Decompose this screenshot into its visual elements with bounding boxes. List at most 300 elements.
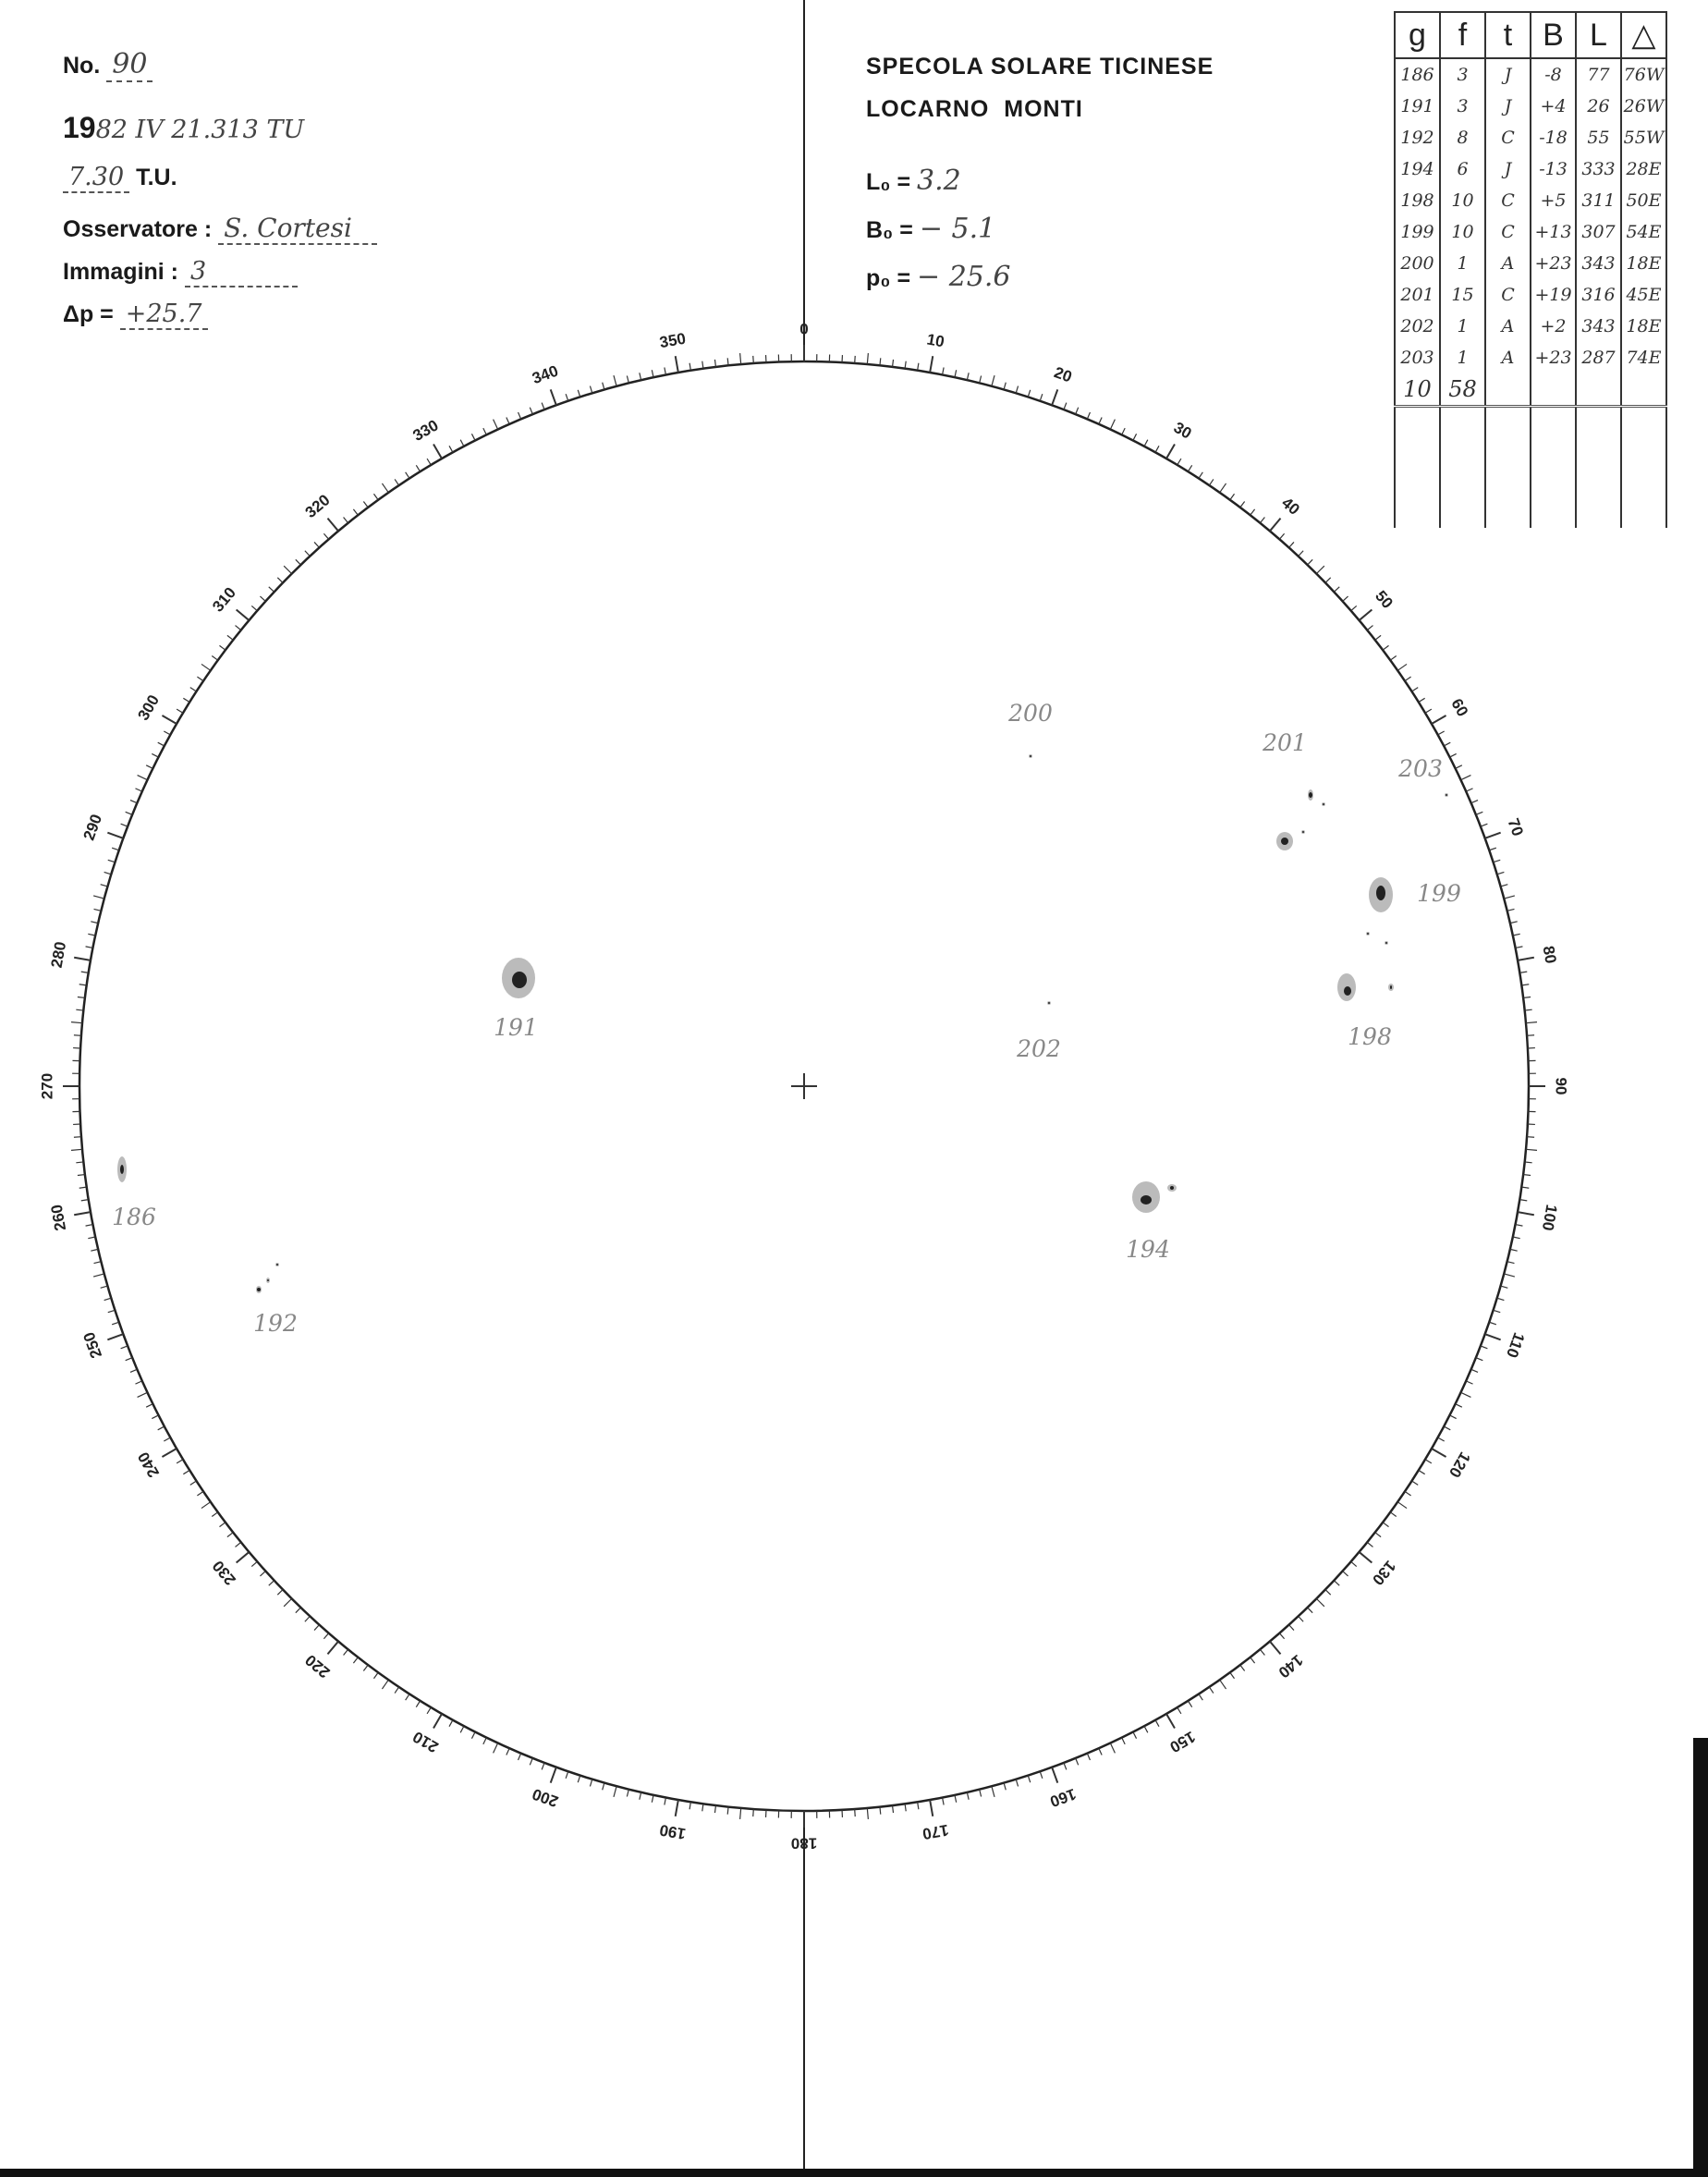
scan-edge-bottom bbox=[0, 2169, 1708, 2177]
degree-tick bbox=[483, 1738, 487, 1744]
degree-tick bbox=[1064, 1763, 1067, 1769]
degree-tick bbox=[590, 1780, 592, 1787]
group-label-192: 192 bbox=[253, 1310, 298, 1337]
degree-tick bbox=[112, 848, 119, 850]
degree-tick bbox=[980, 376, 982, 384]
degree-tick bbox=[353, 1657, 358, 1663]
degree-tick bbox=[880, 358, 881, 365]
degree-tick bbox=[1177, 1707, 1181, 1714]
degree-tick bbox=[1456, 1404, 1462, 1408]
degree-tick bbox=[1476, 812, 1482, 814]
spot-umbra bbox=[276, 1264, 278, 1266]
cell-spots: 1 bbox=[1440, 342, 1485, 373]
degree-tick bbox=[91, 1249, 98, 1251]
degree-tick bbox=[1016, 1780, 1018, 1787]
images-label: Immagini : bbox=[63, 259, 179, 285]
degree-tick bbox=[1375, 635, 1381, 640]
time-value: 7.30 bbox=[63, 163, 129, 193]
cell-longitude: 287 bbox=[1576, 342, 1621, 373]
degree-tick bbox=[296, 559, 301, 565]
degree-tick bbox=[1461, 776, 1471, 780]
tick-label: 80 bbox=[1539, 944, 1560, 965]
degree-tick bbox=[1004, 1783, 1006, 1791]
cell-spots: 3 bbox=[1440, 58, 1485, 91]
cell-latitude: +23 bbox=[1531, 248, 1576, 279]
cell-longitude: 26 bbox=[1576, 91, 1621, 122]
degree-tick bbox=[1456, 765, 1462, 769]
degree-tick bbox=[327, 1642, 338, 1655]
degree-tick bbox=[676, 1800, 678, 1816]
degree-tick bbox=[1390, 655, 1396, 660]
degree-tick bbox=[867, 1808, 868, 1819]
cell-longitude: 316 bbox=[1576, 279, 1621, 311]
degree-tick bbox=[1485, 1334, 1501, 1339]
cell-longitude: 343 bbox=[1576, 311, 1621, 342]
degree-tick bbox=[1504, 1274, 1515, 1277]
degree-tick bbox=[855, 356, 856, 363]
cell-latitude: +19 bbox=[1531, 279, 1576, 311]
degree-tick bbox=[1064, 403, 1067, 410]
degree-tick bbox=[1485, 833, 1501, 838]
degree-tick bbox=[323, 533, 328, 539]
degree-tick bbox=[905, 1804, 906, 1811]
degree-tick bbox=[236, 626, 241, 630]
degree-tick bbox=[71, 1022, 82, 1023]
tick-label: 110 bbox=[1503, 1329, 1529, 1361]
degree-tick bbox=[1450, 753, 1457, 757]
degree-tick bbox=[1510, 1249, 1518, 1251]
degree-tick bbox=[1052, 1767, 1057, 1783]
degree-tick bbox=[1497, 872, 1505, 874]
cell-spots: 3 bbox=[1440, 91, 1485, 122]
tick-label: 220 bbox=[301, 1651, 334, 1682]
tick-label: 310 bbox=[209, 583, 239, 616]
degree-tick bbox=[702, 1804, 703, 1811]
degree-tick bbox=[1209, 479, 1213, 485]
cell-type: J bbox=[1485, 58, 1531, 91]
cell-longitude: 77 bbox=[1576, 58, 1621, 91]
degree-tick bbox=[1122, 428, 1126, 434]
cell-delta: 18E bbox=[1621, 311, 1666, 342]
degree-tick bbox=[1360, 1552, 1372, 1563]
degree-tick bbox=[427, 459, 431, 465]
delta-p-label: Δp = bbox=[63, 301, 114, 327]
degree-tick bbox=[305, 551, 310, 556]
cell-longitude: 307 bbox=[1576, 216, 1621, 248]
spot-umbra bbox=[1048, 1002, 1050, 1004]
degree-tick bbox=[78, 1175, 85, 1176]
spot-202 bbox=[1047, 1001, 1051, 1005]
spot-192b bbox=[266, 1278, 270, 1283]
degree-tick bbox=[1325, 578, 1331, 583]
degree-tick bbox=[152, 1415, 158, 1419]
degree-tick bbox=[1144, 1726, 1148, 1732]
degree-tick bbox=[918, 363, 919, 371]
spot-201d bbox=[1301, 830, 1305, 834]
degree-tick bbox=[1504, 896, 1515, 899]
spot-umbra bbox=[257, 1288, 261, 1291]
degree-tick bbox=[578, 1776, 580, 1783]
degree-tick bbox=[108, 860, 116, 862]
degree-tick bbox=[1466, 1381, 1472, 1384]
degree-tick bbox=[1279, 1633, 1284, 1639]
degree-tick bbox=[1375, 1533, 1381, 1537]
spot-198a bbox=[1337, 973, 1356, 1001]
degree-tick bbox=[277, 1590, 283, 1596]
header-delta: △ bbox=[1621, 12, 1666, 58]
tick-label: 130 bbox=[1369, 1557, 1399, 1589]
degree-tick bbox=[1513, 1237, 1520, 1239]
cell-spots: 6 bbox=[1440, 153, 1485, 185]
sunspot-group-labels bbox=[112, 700, 1461, 1337]
degree-tick bbox=[1390, 1512, 1396, 1517]
header-l: L bbox=[1576, 12, 1621, 58]
spot-199c bbox=[1385, 941, 1388, 945]
degree-tick bbox=[158, 1426, 165, 1430]
degree-tick bbox=[373, 1672, 378, 1678]
degree-tick bbox=[1466, 789, 1472, 791]
degree-tick bbox=[1240, 1665, 1245, 1670]
degree-tick bbox=[296, 1608, 301, 1613]
degree-tick bbox=[1519, 1200, 1527, 1201]
cell-longitude: 343 bbox=[1576, 248, 1621, 279]
degree-tick bbox=[1028, 390, 1030, 397]
degree-tick bbox=[676, 356, 678, 373]
degree-tick bbox=[177, 709, 183, 713]
degree-tick bbox=[227, 1533, 233, 1537]
degree-tick bbox=[1351, 1561, 1357, 1566]
degree-tick bbox=[1220, 483, 1226, 493]
degree-tick bbox=[164, 731, 170, 735]
scan-edge-right bbox=[1693, 1738, 1708, 2172]
degree-tick bbox=[1383, 645, 1388, 650]
degree-tick bbox=[135, 789, 141, 791]
l0-label: L₀ = bbox=[866, 169, 911, 195]
degree-tick bbox=[260, 1572, 265, 1576]
degree-tick bbox=[1209, 1687, 1213, 1694]
degree-tick bbox=[1334, 1581, 1339, 1585]
degree-tick bbox=[1525, 1162, 1532, 1163]
degree-tick bbox=[1110, 1743, 1115, 1754]
degree-tick bbox=[1432, 1449, 1446, 1457]
degree-tick bbox=[727, 1807, 728, 1815]
degree-tick bbox=[237, 1552, 250, 1563]
degree-tick bbox=[212, 1512, 217, 1517]
degree-tick bbox=[121, 1346, 128, 1349]
degree-tick bbox=[578, 390, 580, 397]
degree-tick bbox=[603, 1783, 604, 1791]
degree-tick bbox=[237, 609, 250, 620]
b0-value: − 5.1 bbox=[919, 213, 996, 245]
degree-tick bbox=[1343, 1572, 1348, 1576]
spot-200 bbox=[1029, 754, 1032, 758]
degree-tick bbox=[219, 1523, 225, 1527]
degree-tick bbox=[1099, 1748, 1102, 1755]
cell-spots: 10 bbox=[1440, 185, 1485, 216]
tick-label: 250 bbox=[79, 1329, 106, 1361]
degree-tick bbox=[652, 1795, 653, 1803]
degree-tick bbox=[121, 824, 128, 826]
degree-tick bbox=[1510, 922, 1518, 923]
observer-label: Osservatore : bbox=[63, 216, 213, 242]
degree-tick bbox=[94, 909, 102, 911]
degree-tick bbox=[1526, 1022, 1537, 1023]
cell-delta: 55W bbox=[1621, 122, 1666, 153]
degree-tick bbox=[1518, 958, 1534, 960]
tick-label: 160 bbox=[1047, 1784, 1079, 1811]
p0-value: − 25.6 bbox=[917, 261, 1011, 293]
degree-tick bbox=[353, 509, 358, 515]
degree-tick bbox=[905, 361, 906, 369]
degree-tick bbox=[1308, 1608, 1313, 1613]
degree-tick bbox=[138, 776, 148, 780]
degree-tick bbox=[314, 1625, 319, 1631]
degree-tick bbox=[1419, 1470, 1425, 1474]
degree-tick bbox=[74, 1035, 81, 1036]
degree-tick bbox=[1325, 1590, 1331, 1596]
degree-tick bbox=[893, 360, 894, 367]
degree-tick bbox=[1497, 1298, 1505, 1300]
spot-201c bbox=[1322, 802, 1325, 806]
degree-tick bbox=[627, 1790, 628, 1797]
cell-type: A bbox=[1485, 311, 1531, 342]
degree-tick bbox=[1343, 596, 1348, 601]
degree-tick bbox=[740, 1808, 741, 1819]
degree-tick bbox=[992, 375, 994, 386]
cell-delta: 26W bbox=[1621, 91, 1666, 122]
tick-label: 330 bbox=[409, 416, 442, 446]
degree-tick bbox=[494, 420, 498, 430]
degree-tick bbox=[344, 1649, 348, 1655]
tick-label: 100 bbox=[1538, 1203, 1561, 1232]
degree-tick bbox=[219, 645, 225, 650]
degree-tick bbox=[665, 368, 666, 375]
spot-194 bbox=[1132, 1181, 1160, 1213]
degree-tick bbox=[518, 1754, 521, 1760]
degree-tick bbox=[1513, 934, 1520, 936]
degree-tick bbox=[566, 1771, 568, 1779]
cell-delta: 28E bbox=[1621, 153, 1666, 185]
degree-tick bbox=[1122, 1738, 1126, 1744]
spot-201a bbox=[1276, 832, 1293, 850]
degree-tick bbox=[76, 1162, 83, 1163]
header-b: B bbox=[1531, 12, 1576, 58]
degree-tick bbox=[603, 383, 604, 390]
year-prefix: 19 bbox=[63, 111, 96, 144]
degree-tick bbox=[518, 412, 521, 419]
cell-latitude: -8 bbox=[1531, 58, 1576, 91]
degree-tick bbox=[1507, 1262, 1515, 1264]
degree-tick bbox=[104, 872, 112, 874]
degree-tick bbox=[71, 1149, 82, 1150]
tick-label: 190 bbox=[658, 1820, 688, 1843]
degree-tick bbox=[112, 1322, 119, 1325]
degree-tick bbox=[1518, 1212, 1534, 1215]
degree-tick bbox=[363, 1665, 368, 1670]
degree-tick bbox=[138, 1392, 148, 1397]
degree-tick bbox=[406, 472, 409, 479]
tick-label: 120 bbox=[1445, 1449, 1474, 1481]
degree-tick bbox=[86, 947, 93, 948]
tick-label: 50 bbox=[1372, 587, 1397, 612]
cell-type: J bbox=[1485, 91, 1531, 122]
degree-tick bbox=[590, 386, 592, 394]
degree-tick bbox=[880, 1807, 881, 1815]
cell-group: 192 bbox=[1395, 122, 1440, 153]
degree-tick bbox=[967, 373, 969, 380]
degree-tick bbox=[382, 483, 388, 493]
degree-tick bbox=[1230, 1672, 1235, 1678]
degree-tick bbox=[1155, 1720, 1159, 1727]
degree-tick bbox=[867, 353, 868, 364]
cell-delta: 54E bbox=[1621, 216, 1666, 248]
cell-spots: 15 bbox=[1440, 279, 1485, 311]
degree-tick bbox=[1501, 1286, 1508, 1288]
tick-label: 170 bbox=[921, 1820, 950, 1843]
cell-group: 203 bbox=[1395, 342, 1440, 373]
degree-tick bbox=[506, 417, 509, 423]
degree-tick bbox=[1004, 383, 1006, 390]
tick-label: 70 bbox=[1504, 815, 1527, 839]
degree-tick bbox=[284, 566, 291, 573]
degree-tick bbox=[1461, 1392, 1471, 1397]
degree-tick bbox=[101, 1286, 108, 1288]
cell-group: 199 bbox=[1395, 216, 1440, 248]
cell-group: 202 bbox=[1395, 311, 1440, 342]
degree-tick bbox=[183, 1470, 189, 1474]
degree-tick bbox=[530, 1758, 532, 1765]
degree-tick bbox=[1076, 1758, 1079, 1765]
spot-umbra bbox=[1030, 755, 1031, 757]
tick-label: 60 bbox=[1447, 695, 1472, 720]
degree-tick bbox=[740, 353, 741, 364]
degree-tick bbox=[727, 358, 728, 365]
tick-label: 260 bbox=[47, 1203, 70, 1232]
spot-192a bbox=[256, 1286, 262, 1293]
degree-tick bbox=[1308, 559, 1313, 565]
degree-tick bbox=[1489, 1322, 1496, 1325]
degree-tick bbox=[130, 801, 137, 803]
tick-label: 180 bbox=[790, 1834, 818, 1853]
cell-group: 200 bbox=[1395, 248, 1440, 279]
degree-tick bbox=[1087, 412, 1090, 419]
cell-latitude: +13 bbox=[1531, 216, 1576, 248]
observatory-location: LOCARNO MONTI bbox=[866, 96, 1083, 122]
cell-delta: 45E bbox=[1621, 279, 1666, 311]
p0-label: p₀ = bbox=[866, 265, 911, 291]
degree-tick bbox=[152, 753, 158, 757]
degree-tick bbox=[1444, 742, 1450, 746]
degree-tick bbox=[130, 1369, 137, 1372]
degree-tick bbox=[1425, 709, 1432, 713]
degree-tick bbox=[1316, 1598, 1324, 1606]
degree-tick bbox=[1438, 731, 1445, 735]
tick-label: 210 bbox=[409, 1727, 442, 1756]
degree-tick bbox=[1494, 860, 1501, 862]
group-label-200: 200 bbox=[1008, 700, 1053, 727]
spot-umbra bbox=[1170, 1186, 1174, 1190]
cell-group: 186 bbox=[1395, 58, 1440, 91]
degree-tick bbox=[88, 1237, 95, 1239]
degree-tick bbox=[1099, 417, 1102, 423]
degree-tick bbox=[1199, 472, 1202, 479]
disk-center-cross bbox=[791, 1073, 817, 1099]
cell-type: A bbox=[1485, 248, 1531, 279]
degree-tick bbox=[236, 1542, 241, 1547]
spot-umbra bbox=[1385, 942, 1387, 944]
degree-tick bbox=[992, 1786, 994, 1797]
tick-label: 30 bbox=[1170, 418, 1195, 443]
cell-delta: 18E bbox=[1621, 248, 1666, 279]
degree-tick bbox=[1220, 1680, 1226, 1689]
degree-tick bbox=[201, 664, 211, 670]
degree-tick bbox=[471, 434, 475, 440]
degree-tick bbox=[1360, 609, 1372, 620]
cell-group: 191 bbox=[1395, 91, 1440, 122]
cell-latitude: +5 bbox=[1531, 185, 1576, 216]
degree-tick bbox=[416, 465, 420, 471]
spot-umbra bbox=[1281, 838, 1288, 845]
degree-tick bbox=[74, 1137, 81, 1138]
group-label-203: 203 bbox=[1398, 755, 1443, 782]
tick-label: 300 bbox=[134, 691, 164, 724]
degree-tick bbox=[190, 1481, 197, 1485]
degree-tick bbox=[1016, 386, 1018, 394]
cell-type: J bbox=[1485, 153, 1531, 185]
l0-value: 3.2 bbox=[917, 165, 961, 197]
group-label-199: 199 bbox=[1417, 880, 1461, 907]
degree-tick bbox=[943, 368, 945, 375]
degree-tick bbox=[640, 373, 641, 380]
degree-tick bbox=[1177, 459, 1181, 465]
degree-tick bbox=[433, 444, 442, 459]
tick-label: 140 bbox=[1275, 1651, 1307, 1682]
degree-tick bbox=[314, 542, 319, 547]
tick-label: 200 bbox=[530, 1784, 561, 1811]
degree-tick bbox=[190, 688, 197, 691]
cell-type: A bbox=[1485, 342, 1531, 373]
degree-tick bbox=[1383, 1523, 1388, 1527]
degree-tick bbox=[1412, 688, 1419, 691]
header-t: t bbox=[1485, 12, 1531, 58]
degree-tick bbox=[471, 1732, 475, 1739]
degree-tick bbox=[1412, 1481, 1419, 1485]
degree-tick bbox=[135, 1381, 141, 1384]
degree-tick bbox=[1289, 1625, 1294, 1631]
degree-tick bbox=[1527, 1137, 1534, 1138]
degree-tick bbox=[1501, 885, 1508, 887]
degree-tick bbox=[1334, 587, 1339, 592]
degree-tick bbox=[251, 605, 257, 610]
degree-tick bbox=[551, 1767, 556, 1783]
degree-tick bbox=[1471, 1369, 1478, 1372]
degree-tick bbox=[1489, 848, 1496, 850]
degree-tick bbox=[94, 1262, 102, 1264]
degree-tick bbox=[212, 655, 217, 660]
degree-tick bbox=[1299, 551, 1303, 556]
degree-tick bbox=[542, 1763, 544, 1769]
degree-tick bbox=[1188, 465, 1191, 471]
degree-tick bbox=[164, 1437, 170, 1441]
degree-tick bbox=[1397, 664, 1407, 670]
spot-umbra bbox=[1309, 792, 1312, 798]
degree-tick bbox=[197, 677, 203, 680]
spot-umbra bbox=[1390, 985, 1392, 989]
cell-longitude: 333 bbox=[1576, 153, 1621, 185]
header-f: f bbox=[1440, 12, 1485, 58]
degree-tick bbox=[427, 1707, 431, 1714]
b0-label: B₀ = bbox=[866, 217, 913, 243]
